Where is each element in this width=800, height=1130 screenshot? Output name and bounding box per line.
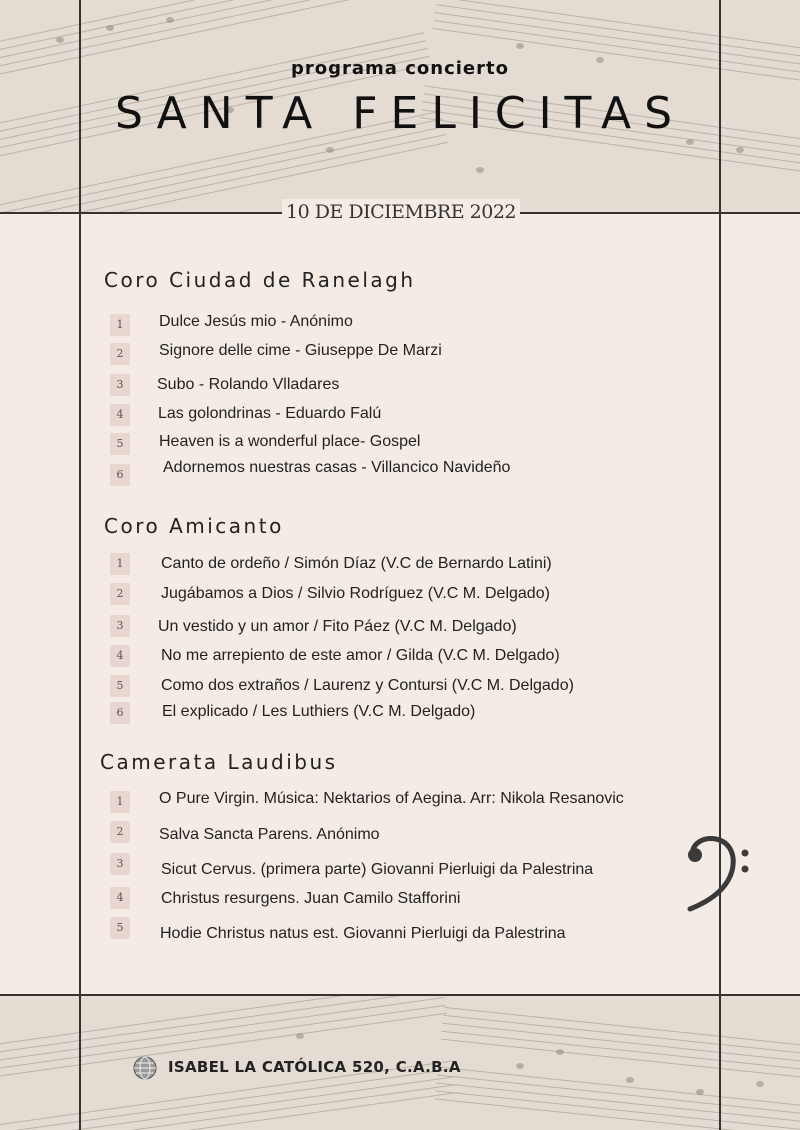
program-item: Signore delle cime - Giuseppe De Marzi xyxy=(159,342,442,359)
program-item: No me arrepiento de este amor / Gilda (V.C M. Delgado) xyxy=(161,647,560,664)
item-number: 6 xyxy=(110,464,130,486)
program-item: Sicut Cervus. (primera parte) Giovanni Pierluigi da Palestrina xyxy=(161,861,594,878)
program-item: Como dos extraños / Laurenz y Contursi (V.C M. Delgado) xyxy=(161,677,574,694)
frame-line-right xyxy=(719,0,721,1130)
program-item: El explicado / Les Luthiers (V.C M. Delgado) xyxy=(162,703,476,720)
globe-icon xyxy=(133,1056,157,1080)
concert-date: 10 DE DICIEMBRE 2022 xyxy=(286,201,516,223)
program-item: Hodie Christus natus est. Giovanni Pierluigi da Palestrina xyxy=(160,925,566,942)
item-number: 4 xyxy=(110,645,130,667)
item-number: 6 xyxy=(110,702,130,724)
item-number: 1 xyxy=(110,791,130,813)
item-number: 5 xyxy=(110,675,130,697)
frame-line-bottom xyxy=(0,994,800,996)
frame-line-left xyxy=(79,0,81,1130)
section-title-amicanto: Coro Amicanto xyxy=(104,514,284,538)
venue-address: ISABEL LA CATÓLICA 520, C.A.B.A xyxy=(168,1058,461,1076)
program-item: Un vestido y un amor / Fito Páez (V.C M. Delgado) xyxy=(158,618,517,635)
item-number: 2 xyxy=(110,821,130,843)
bass-clef-icon xyxy=(684,835,754,913)
program-item: O Pure Virgin. Música: Nektarios of Aegina. Arr: Nikola Resanovic xyxy=(159,790,624,807)
item-number: 2 xyxy=(110,343,130,365)
item-number: 3 xyxy=(110,853,130,875)
program-item: Adornemos nuestras casas - Villancico Navideño xyxy=(163,459,511,476)
program-item: Christus resurgens. Juan Camilo Stafforini xyxy=(161,890,461,907)
page-title: SANTA FELICITAS xyxy=(114,88,686,139)
item-number: 4 xyxy=(110,887,130,909)
program-subtitle: programa concierto xyxy=(291,58,509,79)
item-number: 5 xyxy=(110,917,130,939)
item-number: 1 xyxy=(110,314,130,336)
item-number: 3 xyxy=(110,615,130,637)
item-number: 5 xyxy=(110,433,130,455)
program-item: Jugábamos a Dios / Silvio Rodríguez (V.C M. Delgado) xyxy=(161,585,550,602)
program-item: Canto de ordeño / Simón Díaz (V.C de Bernardo Latini) xyxy=(161,555,552,572)
program-item: Subo - Rolando Vlladares xyxy=(157,376,340,393)
section-title-camerata: Camerata Laudibus xyxy=(100,750,338,774)
item-number: 4 xyxy=(110,404,130,426)
program-item: Dulce Jesús mio - Anónimo xyxy=(159,313,353,330)
item-number: 1 xyxy=(110,553,130,575)
program-item: Salva Sancta Parens. Anónimo xyxy=(159,826,380,843)
item-number: 2 xyxy=(110,583,130,605)
item-number: 3 xyxy=(110,374,130,396)
program-item: Heaven is a wonderful place- Gospel xyxy=(159,433,421,450)
program-item: Las golondrinas - Eduardo Falú xyxy=(158,405,382,422)
section-title-ranelagh: Coro Ciudad de Ranelagh xyxy=(104,268,416,292)
